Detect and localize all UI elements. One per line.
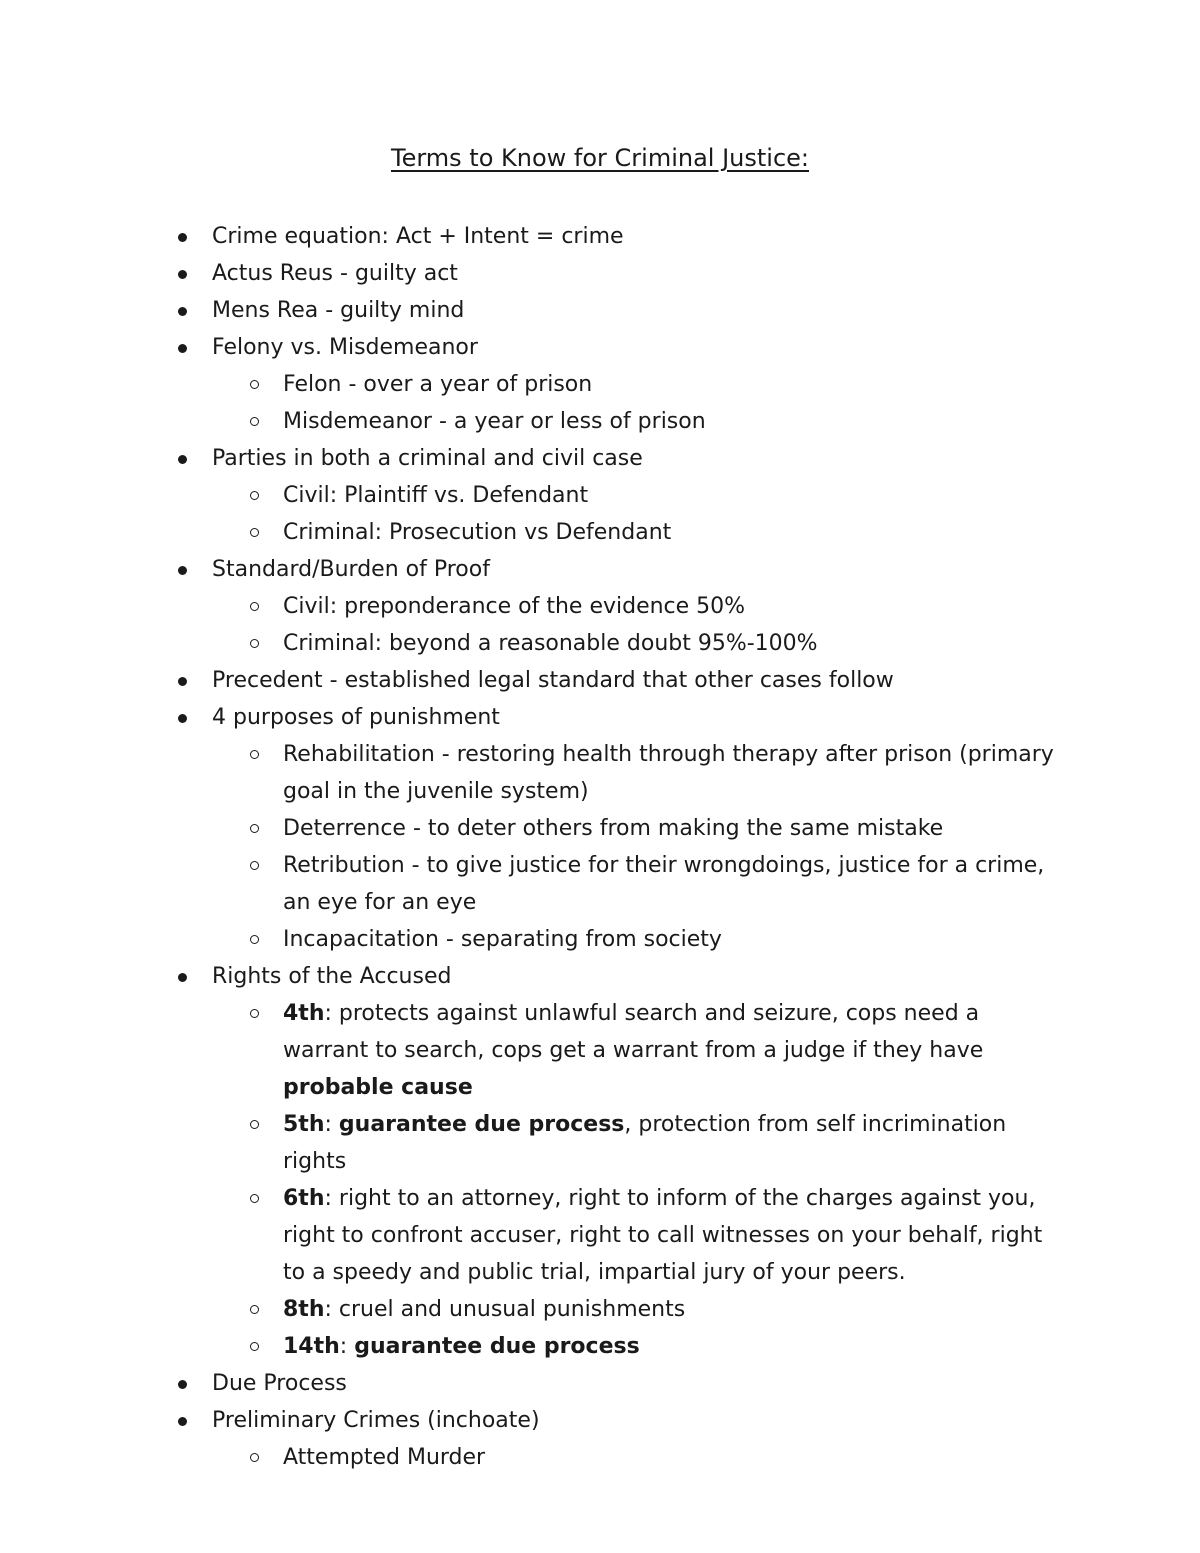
item-text: Preliminary Crimes (inchoate) xyxy=(212,1408,540,1433)
hollow-bullet-icon xyxy=(250,491,259,500)
bullet-item xyxy=(0,255,1200,292)
sub-bullet-item xyxy=(0,514,1200,551)
sub-bullet-item xyxy=(0,366,1200,403)
sub-bullet-item xyxy=(0,921,1200,958)
item-text: Misdemeanor - a year or less of prison xyxy=(283,409,706,434)
bold-text: guarantee due process xyxy=(338,1112,625,1137)
sub-bullet-item xyxy=(0,810,1200,847)
hollow-bullet-icon xyxy=(250,1194,259,1203)
bold-text: 8th xyxy=(283,1297,325,1322)
filled-bullet-icon xyxy=(178,233,187,242)
hollow-bullet-icon xyxy=(250,1305,259,1314)
terms-list xyxy=(0,218,1200,1476)
item-text: Deterrence - to deter others from making the same mistake xyxy=(283,816,944,841)
bullet-item xyxy=(0,218,1200,255)
item-text: Felony vs. Misdemeanor xyxy=(212,335,478,360)
hollow-bullet-icon xyxy=(250,602,259,611)
sub-bullet-item xyxy=(0,1106,1200,1180)
item-text: Attempted Murder xyxy=(283,1445,486,1470)
filled-bullet-icon xyxy=(178,1380,187,1389)
filled-bullet-icon xyxy=(178,714,187,723)
sub-bullet-item xyxy=(0,403,1200,440)
item-text: Actus Reus - guilty act xyxy=(212,261,458,286)
item-text: Retribution - to give justice for their wrongdoings, justice for a crime, an eye for an eye xyxy=(283,853,1045,915)
item-text: : cruel and unusual punishments xyxy=(324,1297,686,1322)
item-text: Civil: Plaintiff vs. Defendant xyxy=(283,483,589,508)
item-text: : right to an attorney, right to inform of the charges against you, right to confront accuser, right to call witnesses on your behalf, right to a speedy and public trial, impartial jury of your peers. xyxy=(283,1186,1043,1285)
filled-bullet-icon xyxy=(178,973,187,982)
bold-text: 5th xyxy=(283,1112,325,1137)
item-text: Incapacitation - separating from society xyxy=(283,927,722,952)
bold-text: 4th xyxy=(283,1001,325,1026)
bullet-item xyxy=(0,662,1200,699)
sub-bullet-item xyxy=(0,477,1200,514)
item-text: : xyxy=(339,1334,355,1359)
item-text: Felon - over a year of prison xyxy=(283,372,593,397)
sub-bullet-item xyxy=(0,995,1200,1106)
page-title: Terms to Know for Criminal Justice: xyxy=(390,144,810,172)
hollow-bullet-icon xyxy=(250,639,259,648)
bold-text: 6th xyxy=(283,1186,325,1211)
filled-bullet-icon xyxy=(178,677,187,686)
item-text: : xyxy=(324,1112,339,1137)
hollow-bullet-icon xyxy=(250,417,259,426)
hollow-bullet-icon xyxy=(250,935,259,944)
hollow-bullet-icon xyxy=(250,528,259,537)
bullet-item xyxy=(0,958,1200,995)
filled-bullet-icon xyxy=(178,307,187,316)
filled-bullet-icon xyxy=(178,1417,187,1426)
bold-text: probable cause xyxy=(283,1075,473,1100)
sub-bullet-item xyxy=(0,847,1200,921)
sub-bullet-item xyxy=(0,1291,1200,1328)
item-text: Rights of the Accused xyxy=(212,964,452,989)
filled-bullet-icon xyxy=(178,270,187,279)
item-text: , protection from self incrimination rights xyxy=(283,1112,1007,1174)
hollow-bullet-icon xyxy=(250,750,259,759)
bold-text: 14th xyxy=(283,1334,340,1359)
hollow-bullet-icon xyxy=(250,1453,259,1462)
item-text: Mens Rea - guilty mind xyxy=(212,298,465,323)
item-text: Standard/Burden of Proof xyxy=(212,557,490,582)
bullet-item xyxy=(0,1402,1200,1439)
bullet-item xyxy=(0,292,1200,329)
item-text: 4 purposes of punishment xyxy=(212,705,500,730)
sub-bullet-item xyxy=(0,1328,1200,1365)
hollow-bullet-icon xyxy=(250,1009,259,1018)
bullet-item xyxy=(0,551,1200,588)
item-text: Criminal: Prosecution vs Defendant xyxy=(283,520,672,545)
item-text: Parties in both a criminal and civil case xyxy=(212,446,643,471)
hollow-bullet-icon xyxy=(250,861,259,870)
sub-bullet-item xyxy=(0,625,1200,662)
bullet-item xyxy=(0,699,1200,736)
item-text: Precedent - established legal standard that other cases follow xyxy=(212,668,894,693)
item-text: : protects against unlawful search and seizure, cops need a warrant to search, cops get a warrant from a judge if they have xyxy=(283,1001,984,1063)
item-text: Civil: preponderance of the evidence 50% xyxy=(283,594,746,619)
filled-bullet-icon xyxy=(178,455,187,464)
hollow-bullet-icon xyxy=(250,380,259,389)
item-text: Rehabilitation - restoring health through therapy after prison (primary goal in the juvenile system) xyxy=(283,742,1054,804)
bullet-item xyxy=(0,329,1200,366)
filled-bullet-icon xyxy=(178,566,187,575)
item-text: Criminal: beyond a reasonable doubt 95%-100% xyxy=(283,631,818,656)
filled-bullet-icon xyxy=(178,344,187,353)
bold-text: guarantee due process xyxy=(354,1334,640,1359)
sub-bullet-item xyxy=(0,588,1200,625)
hollow-bullet-icon xyxy=(250,824,259,833)
sub-bullet-item xyxy=(0,1180,1200,1291)
sub-bullet-item xyxy=(0,736,1200,810)
sub-bullet-item xyxy=(0,1439,1200,1476)
bullet-item xyxy=(0,1365,1200,1402)
hollow-bullet-icon xyxy=(250,1120,259,1129)
bullet-item xyxy=(0,440,1200,477)
item-text: Due Process xyxy=(212,1371,347,1396)
hollow-bullet-icon xyxy=(250,1342,259,1351)
item-text: Crime equation: Act + Intent = crime xyxy=(212,224,624,249)
